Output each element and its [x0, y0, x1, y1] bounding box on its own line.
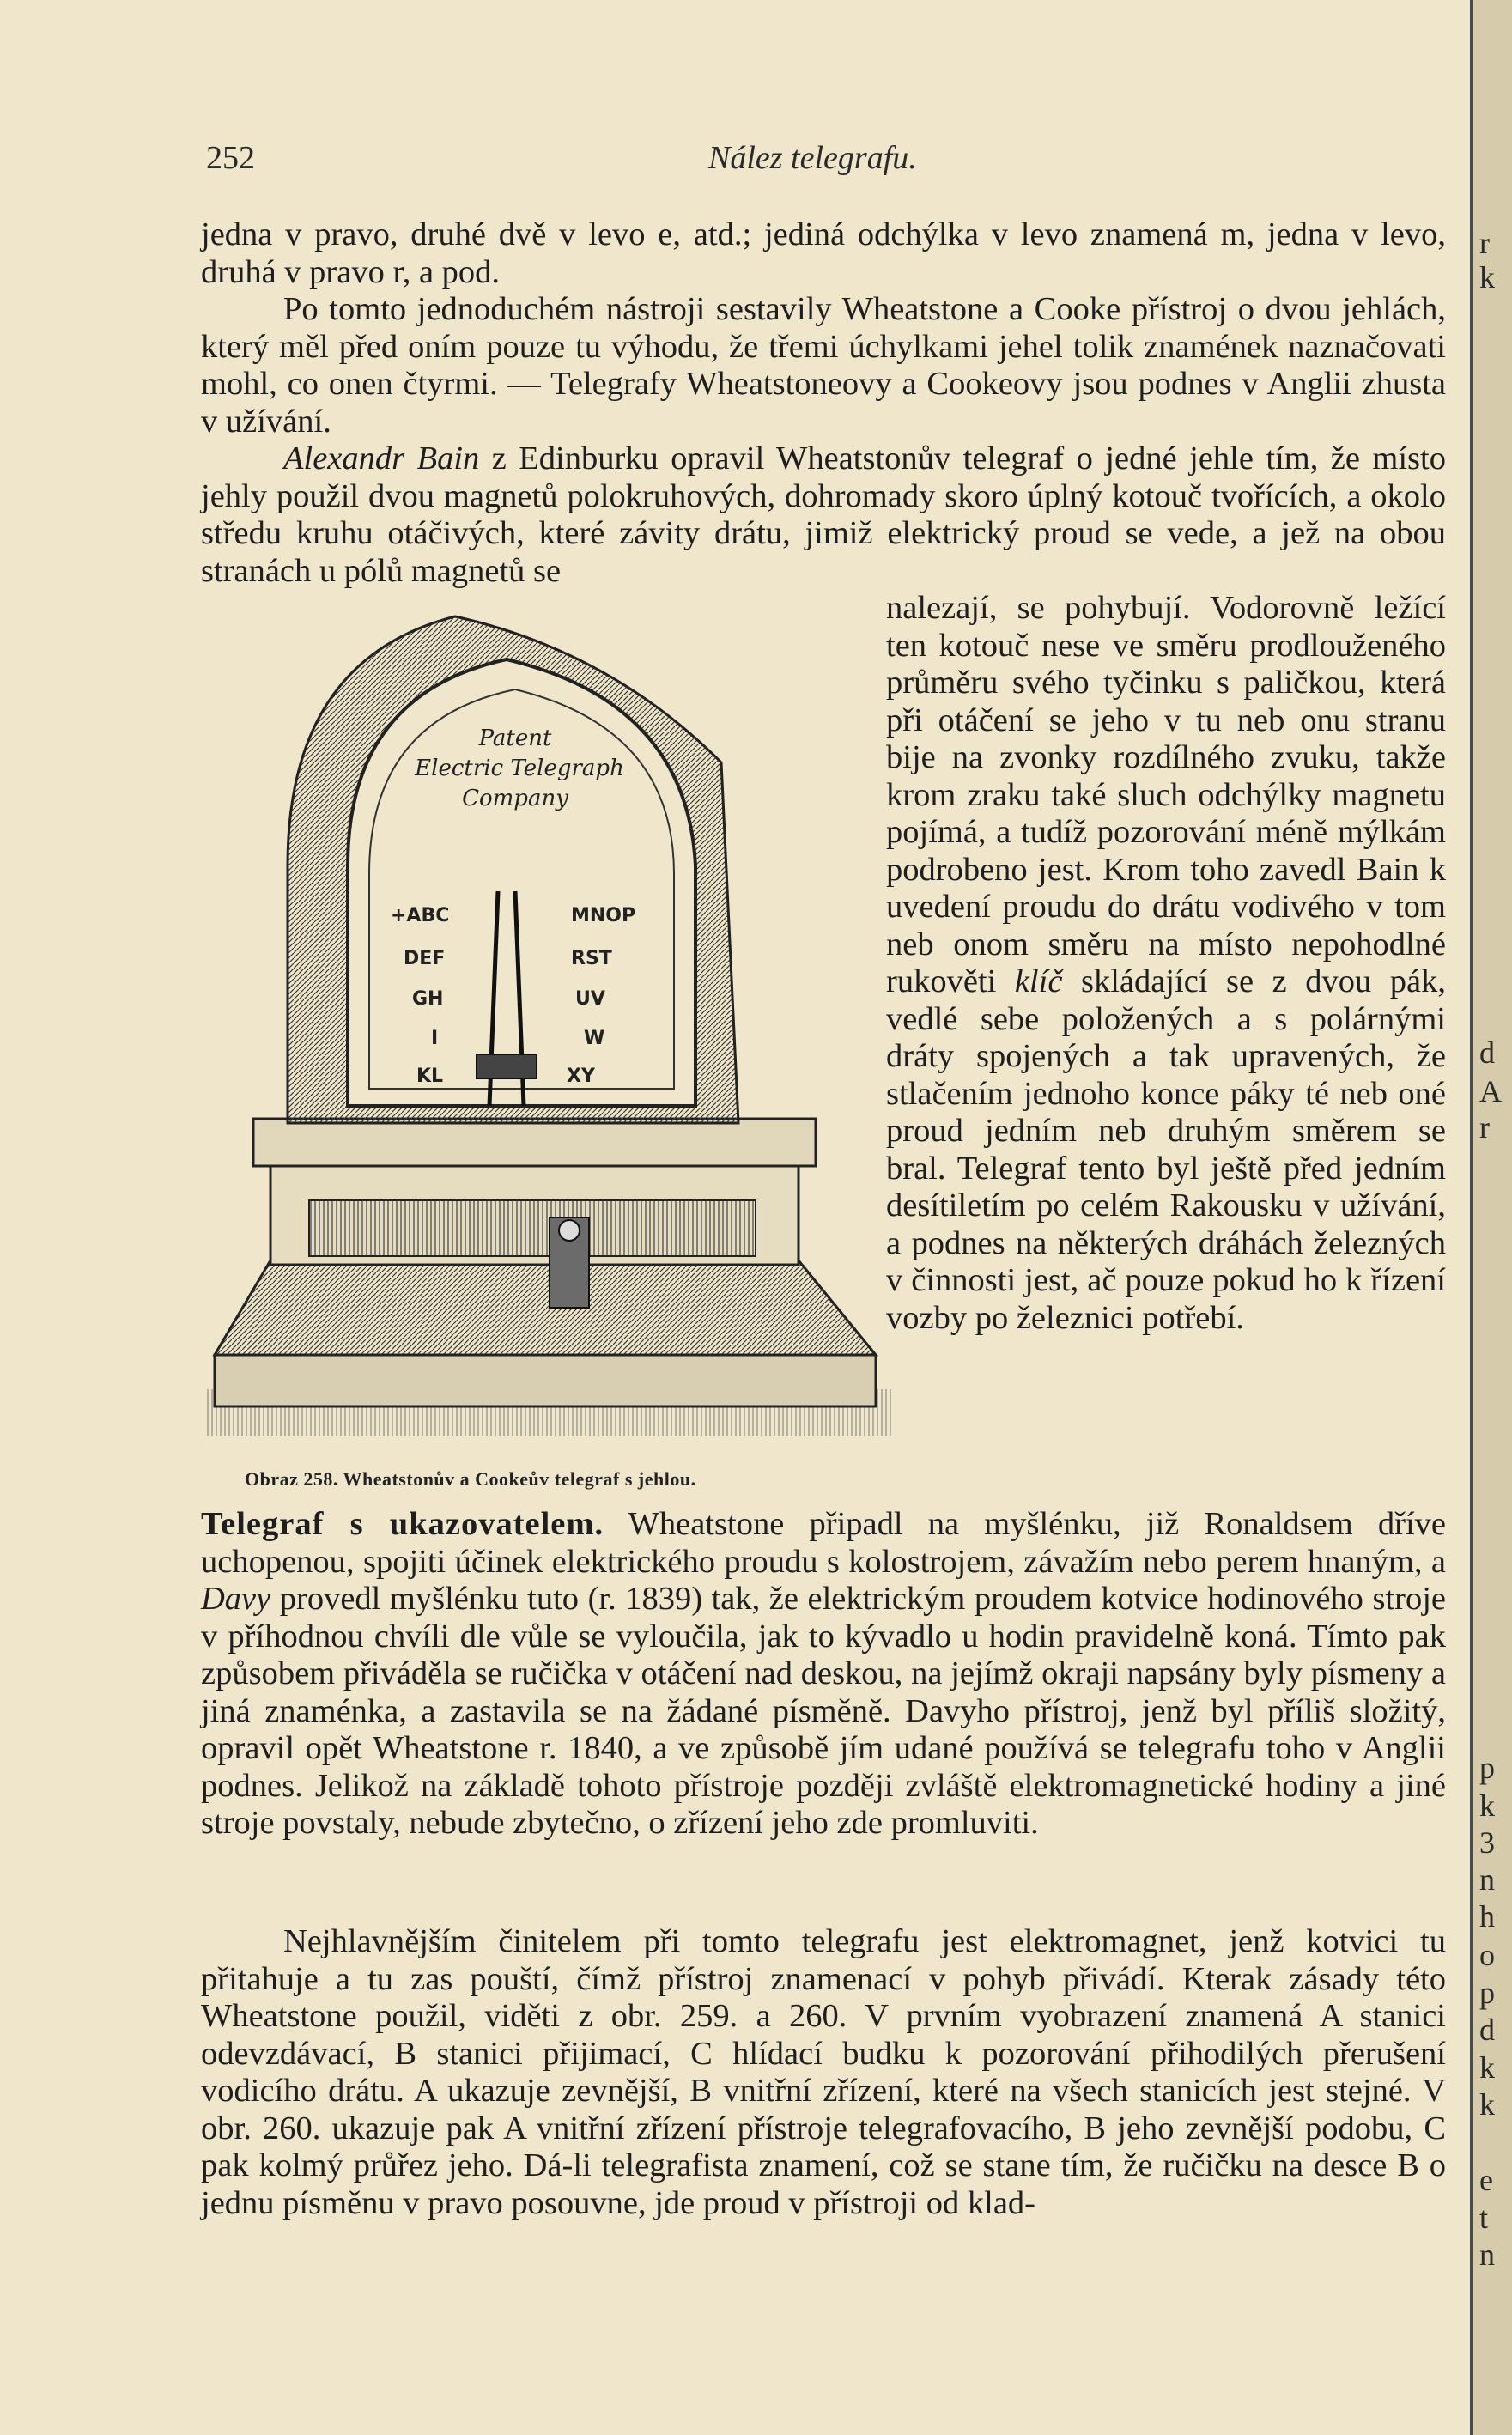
edge-letter: 3: [1479, 1825, 1495, 1860]
dial-i: I: [431, 1028, 439, 1049]
paragraph-1: jedna v pravo, druhé dvě v levo e, atd.; jediná odchýlka v levo znamená m, jedna v levo, druhá v pravo r, a pod.: [201, 216, 1446, 290]
term-klic: klíč: [1014, 963, 1063, 999]
paragraph-3-text: z Edinburku opravil Wheatstonův telegraf o jedné jehle tím, že místo jehly použil dvou magnetů polokruhových, dohromady skoro úplný kotouč tvořících, a okolo středu kruhu otáčivých, které závity drátu, jimiž elektrický proud se vede, a jež na obou stranách u pólů magnetů se: [201, 440, 1446, 589]
dial-uv: UV: [575, 988, 605, 1010]
handle-knob: [559, 1220, 580, 1241]
figure-telegraph: [206, 608, 893, 1454]
paragraph-3-wrap-b: skládající se z dvou pák, vedlé sebe položených a s polárnými dráty spojených a tak upravených, že stlačením jednoho konce páky té neb oné proud jedním neb druhým směrem se bral. Telegraf tento byl ještě před jedním desítiletím po celém Rakousku v užívání, a podnes na některých dráhách železných v činnosti jest, ač pouze pokud ho k řízení vozby po železnici potřebí.: [886, 963, 1446, 1336]
edge-letter: k: [1479, 1788, 1495, 1823]
person-name-bain: Alexandr Bain: [283, 440, 480, 477]
page-header: [206, 139, 1451, 182]
edge-letter: p: [1479, 1976, 1495, 2010]
paragraph-2: Po tomto jednoduchém nástroji sestavily Wheatstone a Cooke přístroj o dvou jehlách, který měl před oním pouze tu výhodu, že třemi úchylkami jehel tolik znamének naznačovati mohl, co onen čtyrmi. — Telegrafy Wheatstoneovy a Cookeovy jsou podnes v Anglii zhusta v užívání.: [201, 291, 1446, 440]
paragraph-3-full: [201, 440, 1446, 590]
paragraph-4-text-a: Wheatstone připadl na myšlénku, již Ronaldsem dříve uchopenou, spojiti účinek elektrického proudu s kolostrojem, závažím nebo perem hnaným, a: [201, 1506, 1446, 1580]
base-plinth: [215, 1355, 876, 1406]
plate-line-1: Patent: [478, 726, 552, 751]
running-title: Nález telegrafu.: [708, 140, 917, 176]
figure-caption: Obraz 258. Wheatstonův a Cookeův telegraf s jehlou.: [245, 1468, 696, 1490]
edge-letter: h: [1479, 1899, 1495, 1934]
dial-abc: +ABC: [391, 905, 450, 926]
edge-letter: t: [1479, 2201, 1489, 2235]
edge-letter: e: [1479, 2163, 1493, 2197]
dial-mnop: MNOP: [571, 905, 636, 926]
dial-w: W: [584, 1028, 605, 1049]
edge-letter: p: [1479, 1751, 1495, 1785]
edge-letter: r: [1479, 226, 1490, 260]
dial-xy: XY: [567, 1066, 595, 1087]
dial-gh: GH: [412, 988, 444, 1010]
paragraph-3-wrap-a: nalezají, se pohybují. Vodorovně ležící ten kotouč nese ve směru prodlouženého průměru svého tyčinku s paličkou, která při otáčení se jeho v tu neb onu stranu bije na zvonky rozdílného zvuku, takže krom zraku také sluch odchýlky magnetu pojímá, a tudíž pozorování méně mýlkám podrobeno jest. Krom toho zavedl Bain k uvedení proudu do drátu vodivého v tom neb onom směru na místo nepohodlné rukověti: [886, 590, 1446, 999]
edge-letter: A: [1479, 1074, 1502, 1108]
facing-page-edge: [1470, 0, 1512, 2435]
base-slope: [215, 1260, 876, 1355]
edge-letter: n: [1479, 2238, 1495, 2272]
edge-letter: k: [1479, 2087, 1495, 2122]
edge-letter: d: [1479, 1035, 1495, 1070]
cabinet-ledge: [253, 1119, 816, 1166]
edge-letter: k: [1479, 260, 1495, 295]
edge-letter: o: [1479, 1938, 1495, 1972]
page-number: 252: [206, 140, 255, 176]
edge-letter: d: [1479, 2013, 1495, 2047]
dial-rst: RST: [571, 948, 612, 969]
edge-letter: k: [1479, 2050, 1495, 2085]
paragraph-4-text-b: provedl myšlénku tuto (r. 1839) tak, že elektrickým proudem kotvice hodinového stroje v příhodnou chvíli dle vůle se vyloučila, jak to kývadlo u hodin pravidelně koná. Tímto pak způsobem přiváděla se ručička v otáčení nad deskou, na jejímž okraji napsány byly písmeny a jiná znaménka, a zastavila se na žádané písměně. Davyho přístroj, jenž byl příliš složitý, opravil opět Wheatstone r. 1840, a ve způsobě jím udané používá se telegrafu toho v Anglii podnes. Jelikož na základě tohoto přístroje později zvláště elektromagnetické hodiny a jiné stroje povstaly, nebude zbytečno, o zřízení jeho zde promluviti.: [201, 1581, 1446, 1841]
telegraph-illustration: [206, 608, 893, 1454]
base-panel: [309, 1200, 756, 1256]
paragraph-3-wrap: [886, 590, 1446, 1337]
paragraph-4: [201, 1506, 1446, 1843]
person-name-davy: Davy: [201, 1581, 271, 1617]
paragraph-5: Nejhlavnějším činitelem při tomto telegrafu jest elektromagnet, jenž kotvici tu přitahuje a tu zas pouští, čímž přístroj znamenací v pohyb přivádí. Kterak zásady této Wheatstone použil, viděti z obr. 259. a 260. V prvním vyobrazení znamená A stanici odevzdávací, B stanici přijimací, C hlídací budku k pozorování přihodilých přerušení vodicího drátu. A ukazuje zevnější, B vnitřní zřízení, které na všech stanicích jest stejné. V obr. 260. ukazuje pak A vnitřní zřízení přístroje telegrafovacího, B jeho zevnější podobu, C pak kolmý průřez jeho. Dá-li telegrafista znamení, což se stane tím, že ručičku na desce B o jednu písměnu v pravo posouvne, jde proud v přístroji od klad-: [201, 1923, 1446, 2221]
edge-letter: n: [1479, 1862, 1495, 1897]
dial-kl: KL: [416, 1066, 444, 1087]
dial-def: DEF: [404, 948, 446, 969]
needle-hub: [477, 1054, 537, 1078]
plate-line-3: Company: [462, 786, 568, 811]
plate-line-2: Electric Telegraph: [415, 756, 624, 781]
edge-letter: r: [1479, 1110, 1490, 1145]
section-heading-pointer-telegraph: Telegraf s ukazovatelem.: [201, 1506, 604, 1542]
